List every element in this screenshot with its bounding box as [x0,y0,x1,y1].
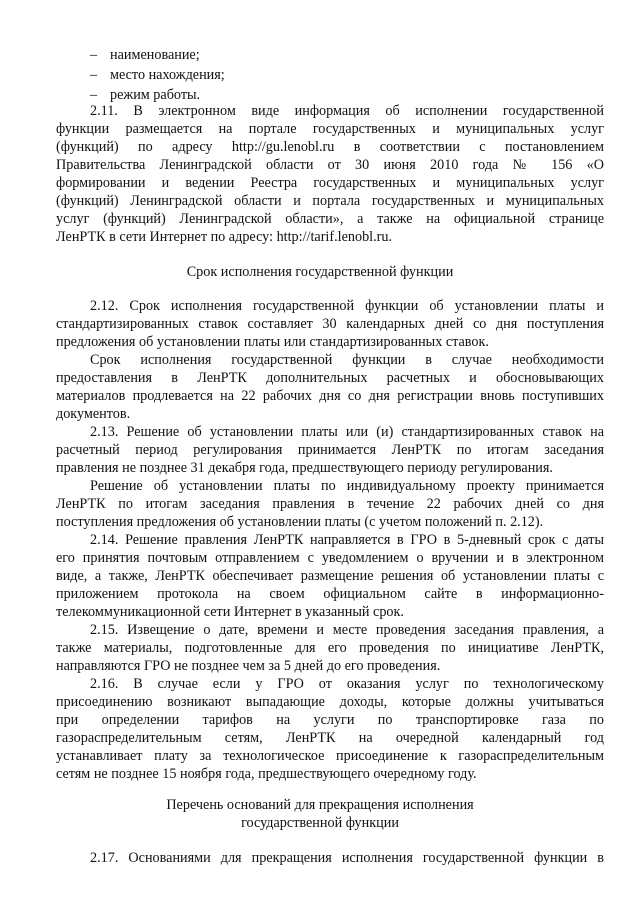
text-line: направляются ГРО не позднее чем за 5 дней до его проведения. [56,658,441,674]
text-line: 2.12. Срок исполнения государственной функции об установлении платы и [90,298,604,314]
heading-line: государственной функции [241,815,399,831]
list-marker: – [90,87,98,103]
list-marker: – [90,67,98,83]
text-line: формировании и ведении Реестра государственных и муниципальных услуг [56,175,604,191]
text-line: документов. [56,406,131,422]
text-line: ЛенРТК в сети Интернет по адресу: http://tarif.lenobl.ru. [56,229,393,245]
text-line: 2.17. Основаниями для прекращения исполнения государственной функции в [90,850,604,866]
list-item-text: наименование; [110,47,200,63]
text-line: при определении тарифов на услуги по транспортировке газа по [56,712,604,728]
text-line: присоединению возникают выпадающие доходы, которые должны учитываться [56,694,604,710]
text-line: телекоммуникационной сети Интернет в указанный срок. [56,604,404,620]
list-item-text: режим работы. [110,87,201,103]
text-line: предоставления в ЛенРТК дополнительных расчетных и обосновывающих [56,370,604,386]
text-line: (функций) Ленинградской области и портала государственных и муниципальных [56,193,604,209]
text-line: 2.14. Решение правления ЛенРТК направляется в ГРО в 5-дневный срок с даты [90,532,604,548]
text-line: функции размещается на портале государственных и муниципальных услуг [56,121,604,137]
section-heading: Срок исполнения государственной функции [186,264,454,280]
text-line: стандартизированных ставок составляет 30 календарных дней со дня поступления [56,316,604,332]
text-line: 2.11. В электронном виде информация об исполнении государственной [90,103,604,119]
text-line: сетям не позднее 15 ноября года, предшествующего очередному году. [56,766,477,782]
text-line: виде, а также, ЛенРТК обеспечивает размещение решения об установлении платы с [56,568,604,584]
text-line: ЛенРТК по итогам заседания правления в течение 22 рабочих дней со дня [56,496,604,512]
list-item-text: место нахождения; [110,67,225,83]
text-line: устанавливает плату за технологическое присоединение к газораспределительным [56,748,604,764]
text-line: 2.16. В случае если у ГРО от оказания услуг по технологическому [90,676,604,692]
text-line: 2.15. Извещение о дате, времени и месте проведения заседания правления, а [90,622,604,638]
text-line: правления не позднее 31 декабря года, предшествующего периоду регулирования. [56,460,553,476]
text-line: газораспределительным сетям, ЛенРТК на очередной календарный год [56,730,604,746]
text-line: приложением протокола на своем официальном сайте в информационно- [56,586,604,602]
text-line: услуг (функций) Ленинградской области», а также на официальной странице [56,211,604,227]
text-line: Срок исполнения государственной функции в случае необходимости [90,352,604,368]
text-line: предложения об установлении платы или стандартизированных ставок. [56,334,489,350]
text-line: расчетный период регулирования принимается ЛенРТК по итогам заседания [56,442,604,458]
text-line: Решение об установлении платы по индивидуальному проекту принимается [90,478,604,494]
text-line: материалов продлевается на 22 рабочих дня со дня регистрации вновь поступивших [56,388,604,404]
list-marker: – [90,47,98,63]
heading-line: Перечень оснований для прекращения исполнения [166,797,474,813]
text-line: Правительства Ленинградской области от 30 июня 2010 года № 156 «О [56,157,604,173]
text-line: 2.13. Решение об установлении платы или (и) стандартизированных ставок на [90,424,604,440]
text-line: поступления предложения об установлении платы (с учетом положений п. 2.12). [56,514,544,530]
text-line: (функций) по адресу http://gu.lenobl.ru в соответствии с постановлением [56,139,604,155]
text-line: также материалы, подготовленные для его проведения по инициативе ЛенРТК, [56,640,604,656]
text-line: его принятия почтовым отправлением с уведомлением о вручении и в электронном [56,550,604,566]
